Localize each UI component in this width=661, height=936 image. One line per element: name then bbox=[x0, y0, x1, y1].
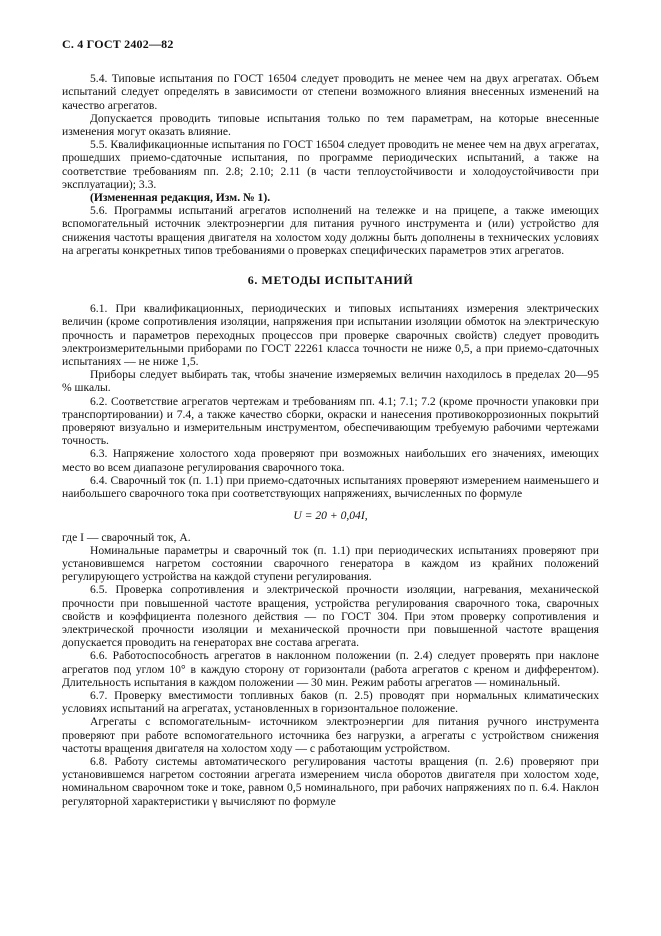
formula: U = 20 + 0,04I, bbox=[293, 509, 368, 523]
paragraph-6-2: 6.2. Соответствие агрегатов чертежам и требованиям пп. 4.1; 7.1; 7.2 (кроме прочности упаковки при транспортировании) и 7.4, а также качество сборки, окраски и нанесения противокоррозионных покрытий проверяют визуально и измерительным инструментом, обеспечивающим требуемую рабочими чертежами точность. bbox=[62, 394, 599, 448]
page-header: С. 4 ГОСТ 2402—82 bbox=[62, 37, 174, 51]
paragraph-6-7: 6.7. Проверку вместимости топливных баков (п. 2.5) проводят при нормальных климатических условиях испытаний на агрегатах, установленных в горизонтальное положение. bbox=[62, 688, 599, 716]
paragraph-6-5: 6.5. Проверка сопротивления и электрической прочности изоляции, нагревания, механической прочности при повышенной частоте вращения, устройства регулирования сварочного тока, сварочных свойств и коэффициента полезного действия — по ГОСТ 304. При этом проверку сопротивления и электрической прочности изоляции и механической прочности при повышенной частоте вращения допускается проводить на генераторах вне состава агрегата. bbox=[62, 583, 599, 650]
paragraph-6-8: 6.8. Работу системы автоматического регулирования частоты вращения (п. 2.6) проверяют при установившемся нагретом состоянии агрегата измерением числа оборотов двигателя при холостом ходе, номинальном сварочном токе и токе, равном 0,5 номинального, при рабочих напряжениях по п. 6.4. Наклон регуляторной характеристики γ вычисляют по формуле bbox=[62, 754, 599, 808]
paragraph-5-5: 5.5. Квалификационные испытания по ГОСТ 16504 следует проводить не менее чем на двух агрегатах, прошедших приемо-сдаточные испытания, по программе периодических испытаний, а также на соответствие требованиям пп. 2.8; 2.10; 2.11 (в части теплоустойчивости и холодоустойчивости при эксплуатации); 3.3. bbox=[62, 138, 599, 191]
paragraph-5-4: 5.4. Типовые испытания по ГОСТ 16504 следует проводить не менее чем на двух агрегатах. Объем испытаний следует определять в зависимости от степени возможного влияния внесенных изменений на качество агрегатов. bbox=[62, 72, 599, 112]
paragraph-6-1-note: Приборы следует выбирать так, чтобы значение измеряемых величин находилось в пределах 20—95 % шкалы. bbox=[62, 368, 599, 395]
paragraph-5-4-note: Допускается проводить типовые испытания только по тем параметрам, на которые внесенные изменения могут оказать влияние. bbox=[62, 111, 599, 139]
paragraph-6-4-rated: Номинальные параметры и сварочный ток (п. 1.1) при периодических испытаниях проверяют при установившемся нагретом состоянии сварочного генератора в каждом из крайних положений регулирующего устройства на каждой ступени регулирования. bbox=[62, 543, 599, 584]
edit-note: (Измененная редакция, Изм. № 1). bbox=[90, 191, 271, 205]
formula-legend: где I — сварочный ток, А. bbox=[62, 530, 191, 544]
paragraph-6-4: 6.4. Сварочный ток (п. 1.1) при приемо-сдаточных испытаниях проверяют измерением наименьшего и наибольшего сварочного тока при соответствующих напряжениях, вычисленных по формуле bbox=[62, 473, 599, 501]
section-title: 6. МЕТОДЫ ИСПЫТАНИЙ bbox=[247, 273, 414, 288]
paragraph-6-7-aux: Агрегаты с вспомогательным- источником электроэнергии для питания ручного инструмента проверяют при работе вспомогательного источника без нагрузки, а агрегаты с устройством снижения частоты вращения двигателя на холостом ходу — с работающим устройством. bbox=[62, 715, 599, 755]
paragraph-5-6: 5.6. Программы испытаний агрегатов исполнений на тележке и на прицепе, а также имеющих вспомогательный источник электроэнергии для питания ручного инструмента и (или) устройство для снижения частоты вращения двигателя на холостом ходу должны быть дополнены в технических условиях на агрегаты конкретных типов требованиями о проверках специфических параметров этих агрегатов. bbox=[62, 204, 599, 257]
paragraph-6-1: 6.1. При квалификационных, периодических и типовых испытаниях измерения электрических величин (кроме сопротивления изоляции, напряжения при испытании изоляции обмоток на электрическую прочность и параметров переходных процессов при проверке сварочных свойств) следует проводить электроизмерительными приборами по ГОСТ 22261 класса точности не ниже 0,5, а при приемо-сдаточных испытаниях — не ниже 1,5. bbox=[62, 302, 599, 369]
paragraph-6-3: 6.3. Напряжение холостого хода проверяют при возможных наибольших его значениях, имеющих место во всем диапазоне регулирования сварочного тока. bbox=[62, 447, 599, 474]
paragraph-6-6: 6.6. Работоспособность агрегатов в наклонном положении (п. 2.4) следует проверять при наклоне агрегатов под углом 10° в каждую сторону от горизонтали (работа агрегатов с креном и дифферентом). Длительность испытания в каждом положении — 30 мин. Режим работы агрегатов — номинальный. bbox=[62, 649, 599, 689]
document-page bbox=[62, 38, 599, 808]
